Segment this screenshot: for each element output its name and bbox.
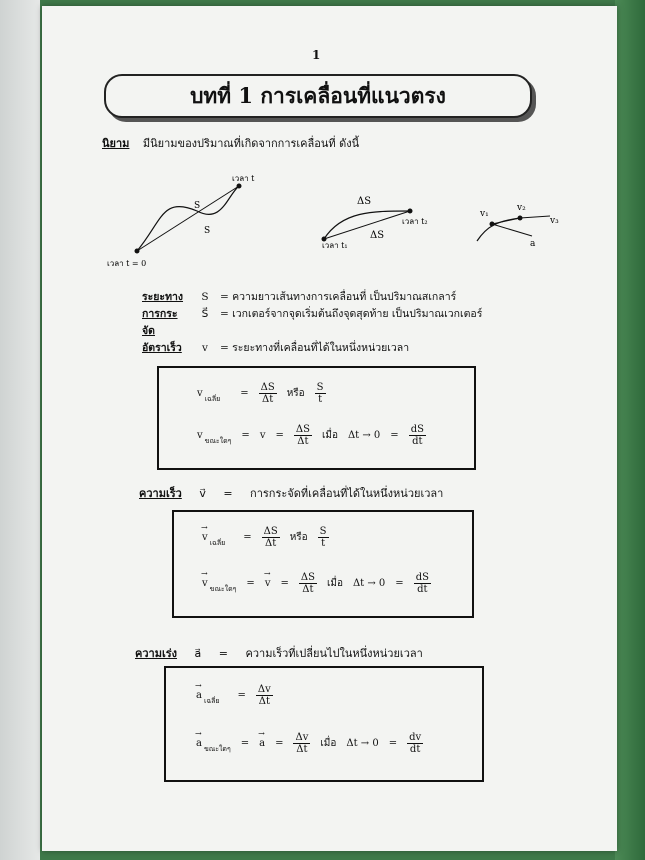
- label-t1: เวลา t₁: [322, 241, 348, 250]
- term-row: [142, 340, 482, 357]
- accel-label: ความเร่ง: [135, 647, 178, 660]
- equals: =: [240, 738, 250, 749]
- a-arrow: [492, 224, 532, 236]
- accel-inst-symbol: → a $_{ขณะใดๆ}$: [196, 738, 231, 750]
- fraction: $\frac{dS}{dt}$: [410, 424, 424, 447]
- document-page: [42, 6, 617, 851]
- label-v3: v₃: [550, 216, 559, 226]
- equals: =: [390, 430, 399, 441]
- when-word: เมื่อ: [321, 430, 338, 441]
- term-name: ระยะทาง: [142, 291, 184, 303]
- v2-arrow: [520, 216, 550, 218]
- limit-expr: Δt → 0: [347, 430, 381, 441]
- speed-inst-line: [197, 424, 426, 447]
- velocity-definition: [139, 484, 443, 502]
- definition-line: [102, 134, 359, 152]
- definition-text: มีนิยามของปริมาณที่เกิดจากการเคลื่อนที่ ดังนี้: [142, 137, 360, 150]
- label-v2: v₂: [517, 203, 526, 213]
- fraction: $\frac{S}{t}$: [319, 526, 327, 549]
- speed-avg-line: [197, 382, 326, 405]
- limit-expr: Δt → 0: [346, 738, 379, 749]
- equals: =: [280, 578, 289, 589]
- accel-formula-box: [164, 666, 484, 782]
- speed-formula-box: [157, 366, 476, 470]
- equals: =: [243, 532, 252, 543]
- table-surface-right: [615, 0, 645, 860]
- label-deltaS-vec: ΔS: [370, 230, 385, 241]
- equals: =: [388, 738, 398, 749]
- definition-label: นิยาม: [102, 137, 130, 150]
- v-symbol: v: [259, 430, 266, 441]
- equals: =: [223, 487, 233, 500]
- chapter-title: บทที่ 1 การเคลื่อนที่แนวตรง: [104, 74, 532, 118]
- fraction: $\frac{dS}{dt}$: [415, 572, 429, 595]
- accel-symbol: a⃗: [194, 647, 202, 660]
- end-point: [237, 184, 242, 189]
- term-name: การกระจัด: [142, 308, 178, 337]
- equals: =: [218, 647, 228, 660]
- velocity-desc: การกระจัดที่เคลื่อนที่ได้ในหนึ่งหน่วยเวลา: [250, 487, 444, 500]
- term-desc: = เวกเตอร์จากจุดเริ่มต้นถึงจุดสุดท้าย เป็นปริมาณเวกเตอร์: [220, 308, 483, 320]
- term-row: [142, 289, 482, 306]
- velocity-inst-symbol: → v $_{ขณะใดๆ}$: [202, 578, 236, 590]
- speed-avg-symbol: v $_{เฉลี่ย}$: [197, 387, 221, 403]
- or-word: หรือ: [286, 388, 305, 399]
- label-t0: เวลา t = 0: [107, 259, 147, 268]
- motion-diagram: [102, 166, 562, 276]
- when-word: เมื่อ: [326, 578, 343, 589]
- accel-desc: ความเร็วที่เปลี่ยนไปในหนึ่งหน่วยเวลา: [245, 647, 423, 660]
- page-number: 1: [312, 48, 321, 62]
- label-t: เวลา t: [232, 174, 255, 183]
- accel-definition: [135, 644, 423, 662]
- v-vector-symbol: → v: [265, 578, 271, 589]
- label-a: a: [530, 239, 536, 249]
- fraction: $\frac{\Delta v}{\Delta t}$: [257, 684, 271, 707]
- equals: =: [241, 430, 250, 441]
- v1-arrow: [492, 218, 520, 224]
- accel-avg-line: [196, 684, 273, 707]
- velocity-avg-symbol: → v $_{เฉลี่ย}$: [202, 532, 225, 544]
- velocity-avg-line: [202, 526, 329, 549]
- velocity-path: [477, 218, 520, 241]
- or-word: หรือ: [289, 532, 308, 543]
- displacement-line: [137, 186, 239, 251]
- start-point: [135, 249, 140, 254]
- speed-inst-symbol: v $_{ขณะใดๆ}$: [197, 429, 232, 445]
- term-desc: = ระยะทางที่เคลื่อนที่ได้ในหนึ่งหน่วยเวลา: [220, 342, 410, 354]
- fraction: $\frac{S}{t}$: [316, 382, 324, 405]
- a-vector-symbol: → a: [259, 738, 265, 749]
- equals: =: [275, 738, 284, 749]
- fraction: $\frac{dv}{dt}$: [409, 732, 422, 755]
- velocity-symbol: v⃗: [199, 487, 206, 500]
- equals: =: [275, 430, 284, 441]
- label-deltaS: ΔS: [357, 196, 372, 207]
- equals: =: [246, 578, 255, 589]
- label-t2: เวลา t₂: [402, 217, 428, 226]
- equals: =: [395, 578, 404, 589]
- equals: =: [240, 388, 249, 399]
- accel-avg-symbol: → a $_{เฉลี่ย}$: [196, 690, 220, 702]
- velocity-inst-line: [202, 572, 431, 595]
- fraction: $\frac{\Delta S}{\Delta t}$: [300, 572, 315, 595]
- term-row: [142, 306, 482, 340]
- fraction: $\frac{\Delta S}{\Delta t}$: [263, 526, 278, 549]
- velocity-point-1: [490, 222, 495, 227]
- velocity-formula-box: [172, 510, 474, 618]
- velocity-label: ความเร็ว: [139, 487, 182, 500]
- term-symbol: v: [202, 342, 208, 354]
- term-symbol: S⃗: [201, 308, 209, 320]
- terms-list: [142, 289, 482, 357]
- table-surface-left: [0, 0, 40, 860]
- term-name: อัตราเร็ว: [142, 342, 182, 354]
- t2-point: [408, 209, 413, 214]
- term-desc: = ความยาวเส้นทางการเคลื่อนที่ เป็นปริมาณสเกลาร์: [220, 291, 457, 303]
- term-symbol: S: [201, 291, 209, 303]
- velocity-point-2: [518, 216, 523, 221]
- fraction: $\frac{\Delta S}{\Delta t}$: [295, 424, 310, 447]
- fraction: $\frac{\Delta v}{\Delta t}$: [295, 732, 309, 755]
- limit-expr: Δt → 0: [352, 578, 386, 589]
- label-v1: v₁: [480, 209, 489, 219]
- accel-inst-line: [196, 732, 423, 755]
- label-S-vec: S: [194, 201, 201, 211]
- fraction: $\frac{\Delta S}{\Delta t}$: [260, 382, 275, 405]
- label-S: S: [204, 226, 211, 236]
- equals: =: [237, 690, 246, 701]
- when-word: เมื่อ: [320, 738, 337, 749]
